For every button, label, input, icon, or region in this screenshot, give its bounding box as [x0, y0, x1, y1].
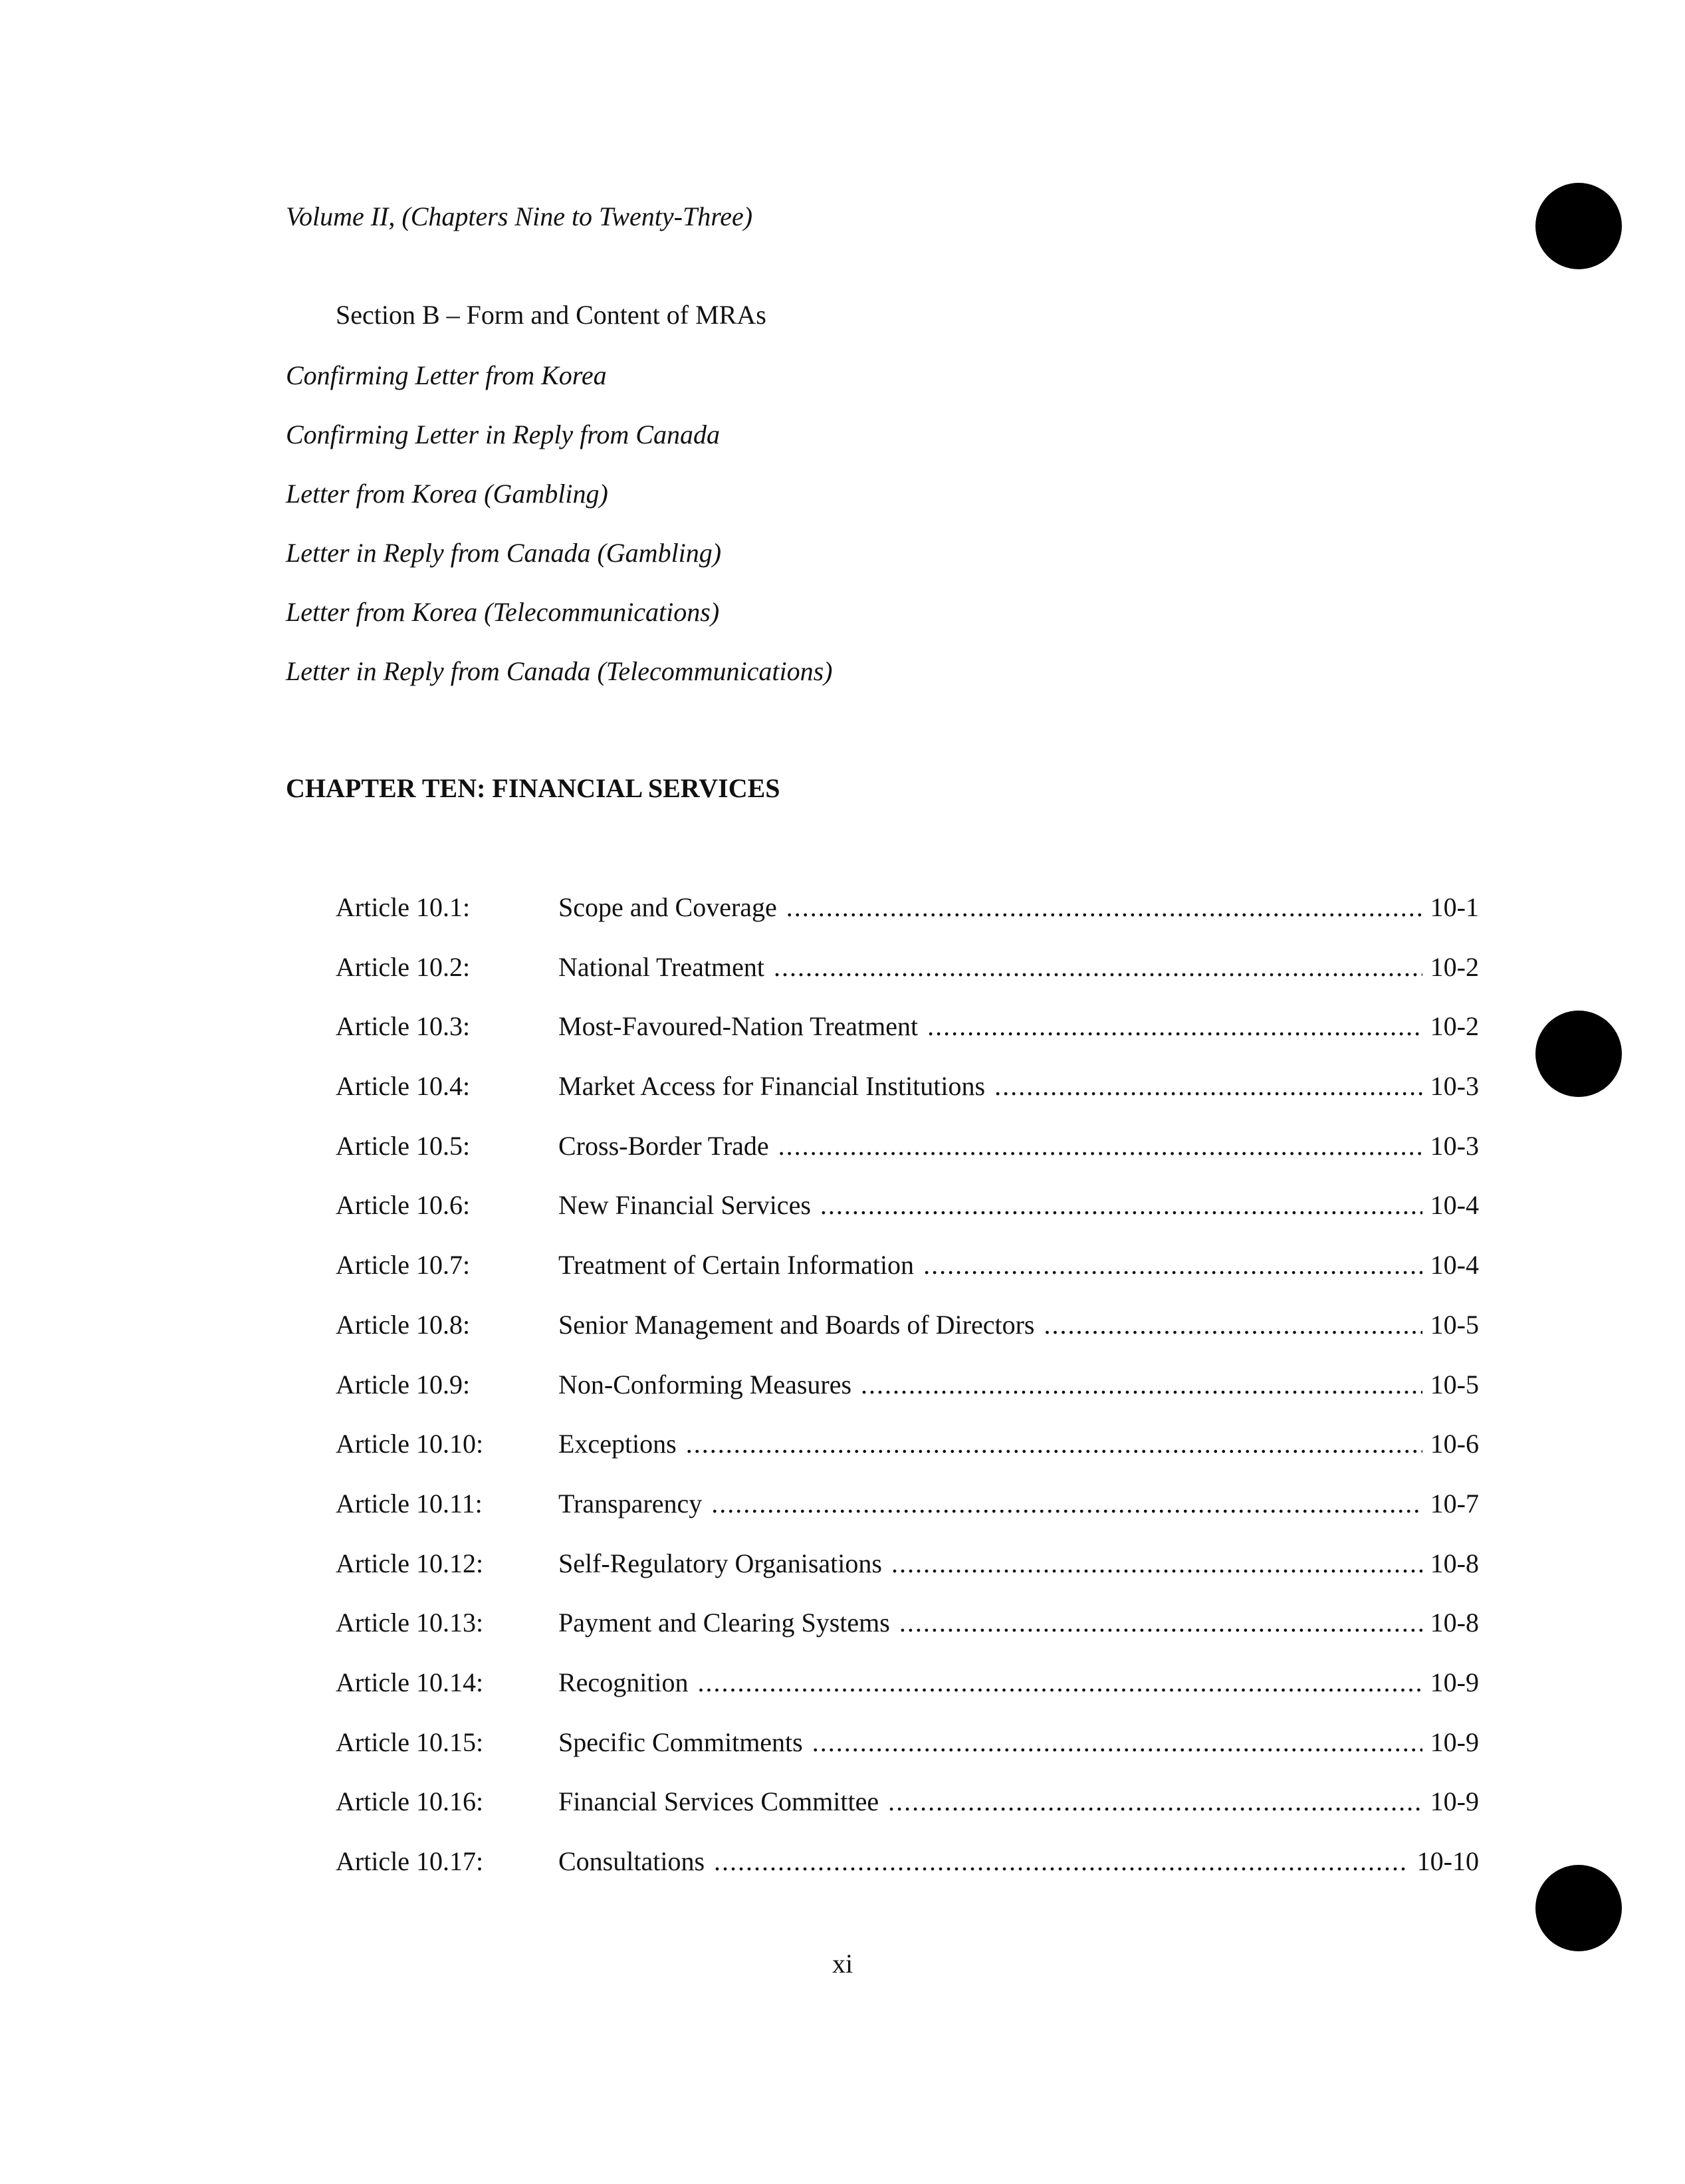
dot-leader [714, 1845, 1409, 1878]
toc-entry [336, 1726, 1479, 1786]
dot-leader [994, 1070, 1422, 1103]
toc-entry [336, 1010, 1479, 1070]
article-number: Article 10.12: [336, 1548, 484, 1578]
dot-leader [891, 1547, 1422, 1580]
article-title: New Financial Services [558, 1190, 811, 1221]
page-reference: 10-1 [1430, 892, 1479, 922]
page-reference: 10-10 [1416, 1846, 1479, 1876]
binder-hole-bottom [1535, 1865, 1622, 1951]
letter-item: Letter in Reply from Canada (Telecommunications) [286, 656, 833, 686]
page-reference: 10-3 [1430, 1130, 1479, 1161]
running-head: Volume II, (Chapters Nine to Twenty-Three) [286, 201, 753, 231]
dot-leader [927, 1010, 1422, 1043]
dot-leader [711, 1487, 1422, 1520]
toc-entry [336, 1606, 1479, 1666]
letter-item: Letter from Korea (Gambling) [286, 479, 608, 509]
article-number: Article 10.2: [336, 951, 471, 982]
dot-leader [686, 1427, 1422, 1461]
letter-item: Confirming Letter from Korea [286, 360, 607, 390]
toc-entry [336, 1189, 1479, 1249]
toc-entry [336, 1487, 1479, 1547]
section-heading: Section B – Form and Content of MRAs [336, 300, 766, 330]
page-reference: 10-9 [1430, 1727, 1479, 1757]
article-number: Article 10.17: [336, 1846, 484, 1876]
letter-item: Letter from Korea (Telecommunications) [286, 597, 720, 627]
dot-leader [923, 1249, 1422, 1282]
article-title: Exceptions [558, 1429, 677, 1459]
page-reference: 10-4 [1430, 1250, 1479, 1280]
toc-entry [336, 1130, 1479, 1189]
page-number: xi [832, 1949, 853, 1979]
page-reference: 10-8 [1430, 1608, 1479, 1638]
letter-item: Confirming Letter in Reply from Canada [286, 420, 720, 449]
page-reference: 10-2 [1430, 951, 1479, 982]
dot-leader [888, 1785, 1422, 1818]
dot-leader [1044, 1308, 1422, 1342]
dot-leader [820, 1189, 1422, 1222]
page-reference: 10-9 [1430, 1667, 1479, 1697]
dot-leader [698, 1666, 1422, 1699]
toc-entry [336, 1666, 1479, 1726]
chapter-heading: CHAPTER TEN: FINANCIAL SERVICES [286, 773, 780, 803]
binder-hole-middle [1535, 1011, 1622, 1097]
article-number: Article 10.14: [336, 1667, 484, 1697]
article-title: Self-Regulatory Organisations [558, 1548, 882, 1578]
article-number: Article 10.5: [336, 1130, 471, 1161]
toc-entry [336, 1368, 1479, 1428]
article-title: Recognition [558, 1667, 689, 1697]
article-number: Article 10.16: [336, 1786, 484, 1817]
letter-item: Letter in Reply from Canada (Gambling) [286, 538, 722, 568]
toc-entry [336, 1070, 1479, 1130]
toc-entry [336, 1785, 1479, 1845]
table-of-contents [336, 891, 1479, 1905]
page-reference: 10-8 [1430, 1548, 1479, 1578]
article-title: Market Access for Financial Institutions [558, 1071, 986, 1102]
article-title: Non-Conforming Measures [558, 1369, 852, 1399]
toc-entry [336, 1308, 1479, 1368]
letters-list [286, 359, 833, 714]
article-title: Payment and Clearing Systems [558, 1608, 890, 1638]
dot-leader [861, 1368, 1422, 1401]
article-title: Treatment of Certain Information [558, 1250, 915, 1280]
article-number: Article 10.1: [336, 892, 471, 922]
article-title: Most-Favoured-Nation Treatment [558, 1011, 919, 1042]
article-title: Financial Services Committee [558, 1786, 879, 1817]
dot-leader [786, 891, 1422, 924]
article-number: Article 10.4: [336, 1071, 471, 1102]
page-reference: 10-2 [1430, 1011, 1479, 1042]
article-number: Article 10.9: [336, 1369, 471, 1399]
dot-leader [812, 1726, 1422, 1759]
article-title: Cross-Border Trade [558, 1130, 769, 1161]
article-number: Article 10.10: [336, 1429, 484, 1459]
binder-hole-top [1535, 183, 1622, 269]
dot-leader [774, 951, 1422, 984]
page-reference: 10-3 [1430, 1071, 1479, 1102]
page-reference: 10-5 [1430, 1369, 1479, 1399]
toc-entry [336, 1249, 1479, 1308]
toc-entry [336, 1427, 1479, 1487]
article-number: Article 10.8: [336, 1309, 471, 1340]
page-reference: 10-7 [1430, 1488, 1479, 1518]
article-title: Consultations [558, 1846, 705, 1876]
article-number: Article 10.13: [336, 1608, 484, 1638]
toc-entry [336, 951, 1479, 1011]
article-title: Transparency [558, 1488, 703, 1518]
page-reference: 10-6 [1430, 1429, 1479, 1459]
dot-leader [778, 1130, 1422, 1163]
page-reference: 10-4 [1430, 1190, 1479, 1221]
article-number: Article 10.3: [336, 1011, 471, 1042]
page-reference: 10-5 [1430, 1309, 1479, 1340]
article-title: Scope and Coverage [558, 892, 777, 922]
article-number: Article 10.7: [336, 1250, 471, 1280]
dot-leader [899, 1606, 1422, 1639]
toc-entry [336, 891, 1479, 951]
toc-entry [336, 1547, 1479, 1607]
article-title: Specific Commitments [558, 1727, 803, 1757]
article-number: Article 10.15: [336, 1727, 484, 1757]
article-title: National Treatment [558, 951, 764, 982]
article-title: Senior Management and Boards of Directors [558, 1309, 1035, 1340]
article-number: Article 10.6: [336, 1190, 471, 1221]
article-number: Article 10.11: [336, 1488, 483, 1518]
toc-entry [336, 1845, 1479, 1905]
page-reference: 10-9 [1430, 1786, 1479, 1817]
